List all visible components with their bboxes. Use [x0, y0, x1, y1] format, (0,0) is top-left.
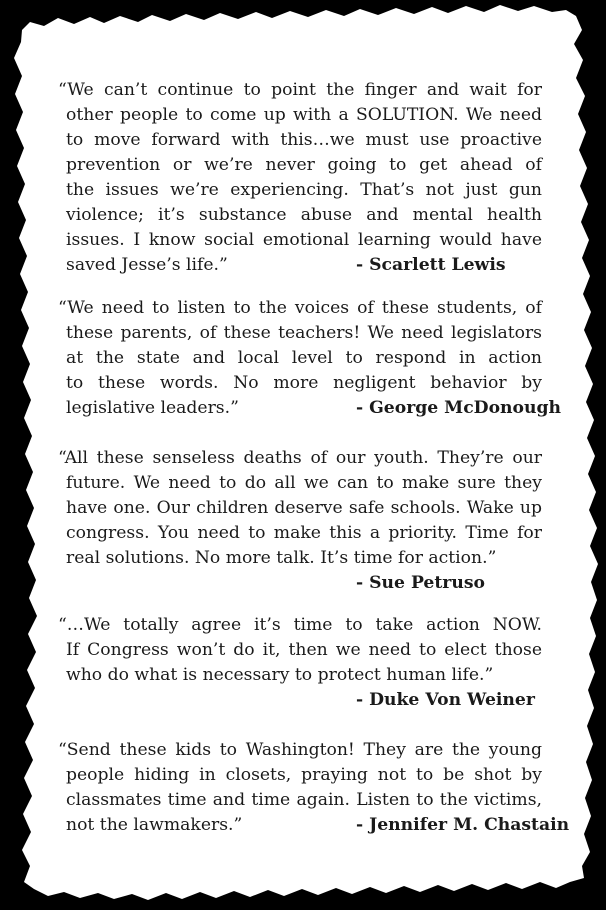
quote-line: future. We need to do all we can to make sure they — [66, 473, 542, 493]
quote-line: to move forward with this…we must use proactive — [66, 130, 542, 150]
quote-line: at the state and local level to respond in action — [66, 348, 542, 368]
quote-line: issues. I know social emotional learning would have — [66, 230, 542, 250]
quote-line: to these words. No more negligent behavior by — [66, 373, 542, 393]
quote-line: congress. You need to make this a priority. Time for — [66, 523, 542, 543]
attribution-line — [58, 571, 542, 596]
quote-block — [58, 78, 542, 278]
quote-line: “…We totally agree it’s time to take action NOW. — [58, 615, 542, 635]
attribution-line — [58, 688, 542, 713]
quote-line: “All these senseless deaths of our youth. They’re our — [58, 448, 542, 468]
quote-block — [58, 446, 542, 596]
quote-line — [58, 813, 570, 838]
attribution: - Jennifer M. Chastain — [356, 815, 570, 835]
quote-block — [58, 613, 542, 713]
quote-line-text: legislative leaders.” — [66, 398, 239, 418]
quote-line: who do what is necessary to protect human life.” — [66, 665, 494, 685]
quote-line-text: saved Jesse’s life.” — [66, 255, 228, 275]
quote-line: “We need to listen to the voices of these students, of — [58, 298, 542, 318]
quote-block — [58, 738, 570, 838]
attribution: - Sue Petruso — [356, 573, 485, 593]
quote-line: If Congress won’t do it, then we need to elect those — [66, 640, 542, 660]
quote-line: prevention or we’re never going to get ahead of — [66, 155, 542, 175]
quote-line: real solutions. No more talk. It’s time for action.” — [66, 548, 497, 568]
attribution: - George McDonough — [356, 398, 562, 418]
quote-line: violence; it’s substance abuse and mental health — [66, 205, 542, 225]
quote-line: the issues we’re experiencing. That’s not just gun — [66, 180, 542, 200]
quote-line: classmates time and time again. Listen to the victims, — [66, 790, 542, 810]
quote-line: other people to come up with a SOLUTION. We need — [66, 105, 542, 125]
quote-line: “Send these kids to Washington! They are the young — [58, 740, 542, 760]
attribution: - Scarlett Lewis — [356, 255, 506, 275]
attribution: - Duke Von Weiner — [356, 690, 535, 710]
quote-line-text: not the lawmakers.” — [66, 815, 243, 835]
quote-line: have one. Our children deserve safe schools. Wake up — [66, 498, 542, 518]
quote-line: these parents, of these teachers! We need legislators — [66, 323, 542, 343]
quote-block — [58, 296, 562, 421]
quote-line — [58, 396, 562, 421]
quote-line: people hiding in closets, praying not to be shot by — [66, 765, 542, 785]
quote-line: “We can’t continue to point the finger and wait for — [58, 80, 542, 100]
quote-line — [58, 253, 542, 278]
